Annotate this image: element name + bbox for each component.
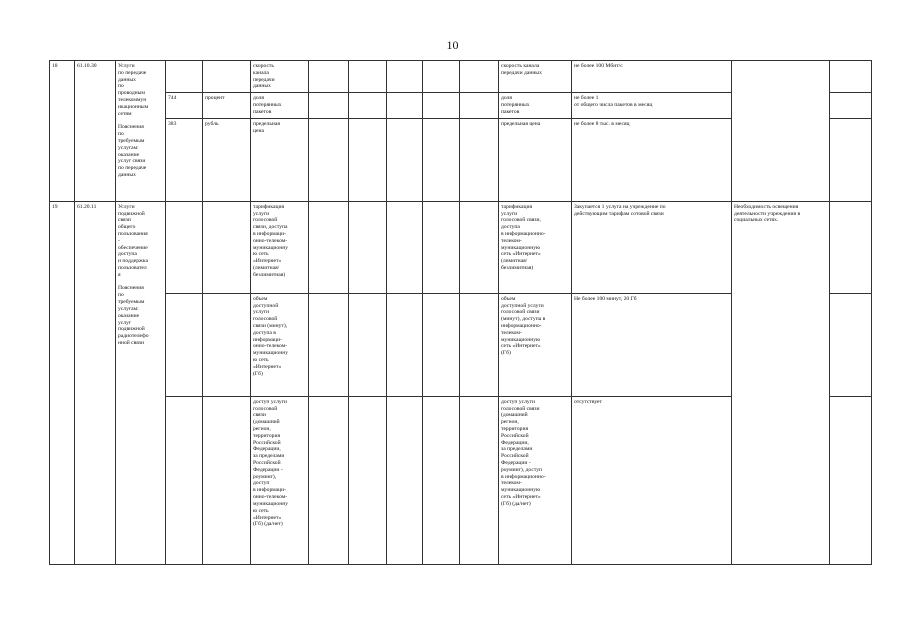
approved-characteristic: доля потерянных пакетов [499, 93, 572, 118]
table-row [50, 61, 872, 93]
empty-cell [387, 61, 423, 93]
approved-value: не более 100 Мбит/с [572, 61, 732, 93]
page-number: 10 [446, 38, 459, 52]
empty-cell [387, 201, 423, 293]
empty-cell [349, 93, 387, 118]
item-name: Услуги подвижной связи общего пользования - обеспечение доступа и поддержка пользовател я Пояснения по требуемым услугам: оказание услуг подвижной радиотелефо нной связи [116, 201, 166, 564]
okpd-code: 61.20.11 [75, 201, 116, 564]
empty-cell [830, 61, 872, 93]
approved-value: Не более 100 минут, 20 Гб [572, 293, 732, 396]
approved-value: отсутствует [572, 396, 732, 564]
approved-characteristic: предельная цена [499, 118, 572, 201]
empty-cell [423, 293, 460, 396]
approved-characteristic: скорость канала передачи данных [499, 61, 572, 93]
empty-cell [387, 118, 423, 201]
approved-value: Закупается 1 услуга на учреждение по действующим тарифам сотовой связи [572, 201, 732, 293]
empty-cell [460, 396, 499, 564]
empty-cell [423, 93, 460, 118]
row-number: 19 [50, 201, 75, 564]
item-name: Услуги по передаче данных по проводным телекоммун икационным сетям Пояснения по требуемым услугам: оказание услуг связи по передаче данных [116, 61, 166, 202]
characteristic: доля потерянных пакетов [251, 93, 309, 118]
okei-code [166, 396, 203, 564]
empty-cell [387, 93, 423, 118]
empty-cell [460, 118, 499, 201]
okei-code [166, 61, 203, 93]
unit-name: рубль [203, 118, 251, 201]
empty-cell [309, 293, 349, 396]
okpd-code: 61.10.30 [75, 61, 116, 202]
okei-code [166, 293, 203, 396]
empty-cell [830, 118, 872, 201]
unit-name [203, 61, 251, 93]
unit-name [203, 396, 251, 564]
requirements-table [49, 60, 872, 565]
characteristic: тарификация услуги голосовой связи, доступа в информаци- онно-телеком- муникационну ю сеть «Интернет» (лимитная/ безлимитная) [251, 201, 309, 293]
empty-cell [423, 118, 460, 201]
justification: Необходимость освещения деятельности учреждения в социальных сетях. [732, 201, 830, 564]
approved-characteristic: тарификация услуги голосовой связи, доступа в информационно- телеком- муникационную сеть «Интернет» (лимитная/ безлимитная) [499, 201, 572, 293]
empty-cell [309, 396, 349, 564]
characteristic: предельная цена [251, 118, 309, 201]
characteristic: объем доступной услуги голосовой связи (минут), доступа в информаци- онно-телеком- муникационну ю сеть «Интернет» (Гб) [251, 293, 309, 396]
unit-name: процент [203, 93, 251, 118]
empty-cell [460, 61, 499, 93]
empty-cell [460, 201, 499, 293]
empty-cell [309, 61, 349, 93]
empty-cell [309, 118, 349, 201]
empty-cell [423, 396, 460, 564]
empty-cell [349, 118, 387, 201]
approved-value: не более 1 от общего числа пакетов в месяц [572, 93, 732, 118]
empty-cell [387, 396, 423, 564]
empty-cell [830, 201, 872, 293]
okei-code [166, 201, 203, 293]
row-number: 18 [50, 61, 75, 202]
empty-cell [830, 396, 872, 564]
okei-code: 744 [166, 93, 203, 118]
empty-cell [423, 61, 460, 93]
empty-cell [309, 93, 349, 118]
empty-cell [349, 201, 387, 293]
empty-cell [460, 293, 499, 396]
empty-cell [460, 93, 499, 118]
table-row [50, 201, 872, 293]
justification [732, 61, 830, 202]
empty-cell [423, 201, 460, 293]
empty-cell [349, 61, 387, 93]
approved-value: не более 8 тыс. в месяц [572, 118, 732, 201]
empty-cell [349, 396, 387, 564]
characteristic: скорость канала передачи данных [251, 61, 309, 93]
characteristic: доступ услуги голосовой связи (домашний регион, территория Российской Федерации, за пределами Российской Федерации - роуминг), доступ в информаци- онно-телеком- муникационну ю сеть «Интернет» (Гб) (да/нет) [251, 396, 309, 564]
empty-cell [387, 293, 423, 396]
unit-name [203, 293, 251, 396]
approved-characteristic: объем доступной услуги голосовой связи (минут), доступа в информационно- телеком- муникационную сеть «Интернет» (Гб) [499, 293, 572, 396]
empty-cell [349, 293, 387, 396]
empty-cell [830, 93, 872, 118]
empty-cell [830, 293, 872, 396]
okei-code: 383 [166, 118, 203, 201]
approved-characteristic: доступ услуги голосовой связи (домашний регион, территория Российской Федерации, за пределами Российской Федерации - роуминг), доступ в информационно- телеком- муникационную сеть «Интернет» (Гб) (да/нет) [499, 396, 572, 564]
empty-cell [309, 201, 349, 293]
unit-name [203, 201, 251, 293]
